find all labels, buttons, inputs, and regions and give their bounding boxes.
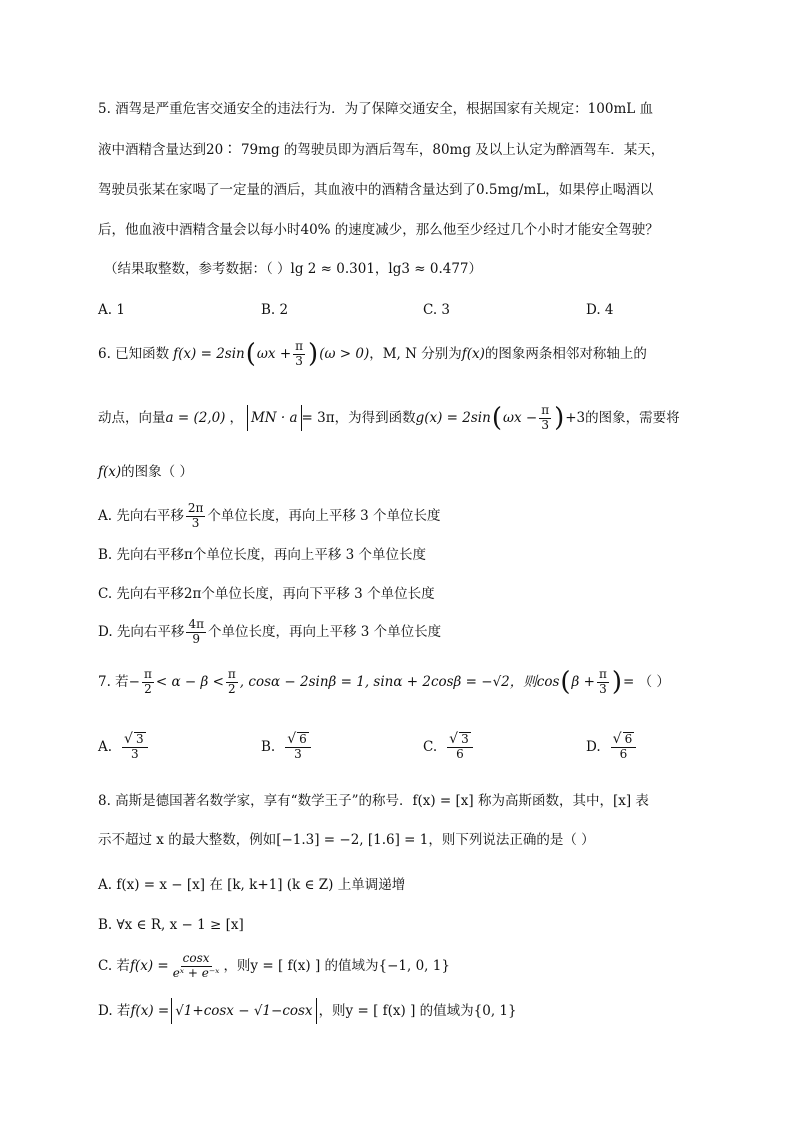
q6-option-a[interactable]: A. 先向右平移 $\frac{2\pi}{3}$ 个单位长度，再向上平移 3 个单位长度 [98,501,441,530]
q6-l2b: ，为得到函数 [334,410,416,427]
q6-lead: 6. 已知函数 [98,346,170,363]
q8-option-b[interactable]: B. ∀x ∈ R, x − 1 ≥ [x] [98,917,244,933]
q6-mid: ，M, N 分别为 [369,346,462,363]
q6-l2c: 的图象，需要将 [585,410,680,427]
q6-dot-product: MN · a [247,405,302,431]
q8-option-c[interactable]: C. 若 f(x) = $\frac{\cos x}{\text{eˣ + e⁻ˣ}}$ ，则y = [ f(x) ] 的值域为{−1, 0, 1} [98,951,450,980]
q5-option-c[interactable]: C. 3 [423,302,451,318]
q5-options [98,302,718,332]
q6-paren-open: ( [245,339,256,370]
q6-eq-3pi: = 3π [301,410,335,427]
q6-plus3: +3 [565,410,586,427]
q6-option-b[interactable]: B. 先向右平移π个单位长度，再向上平移 3 个单位长度 [98,547,427,563]
q8-option-d[interactable]: D. 若 f(x) = √1+cosx − √1−cosx ，则y = [ f(x) ] 的值域为{0, 1} [98,998,734,1024]
q6-line-3 [98,464,734,480]
q8-line-1: 8. 高斯是德国著名数学家，享有“数学王子”的称号．f(x) = [x] 称为高斯函数，其中，[x] 表 [98,793,649,809]
q6-arg: ωx + [256,346,292,363]
q5-option-b[interactable]: B. 2 [261,302,289,318]
q5-line-2: 液中酒精含量达到20∶ 79mg 的驾驶员即为酒后驾车，80mg 及以上认定为醉酒驾车．某天， [98,142,665,158]
q6-arg-g: ωx − [502,410,538,427]
q8-option-a[interactable]: A. f(x) = x − [x] 在 [k, k+1] (k ∈ Z) 上单调递增 [98,877,406,893]
q6-gx: g(x) = 2sin [415,410,491,427]
q7-pi-over-2-b: $\frac{\pi}{2}$ [227,667,236,696]
q6-func-f: f(x) = 2sin [173,346,245,363]
q6-line-1 [98,340,734,369]
q5-option-d[interactable]: D. 4 [586,302,614,318]
q6-option-d[interactable]: D. 先向右平移 $\frac{4\pi}{9}$ 个单位长度，再向上平移 3 个单位长度 [98,617,442,646]
q6-vector-a: a = (2,0) [165,410,226,427]
q6-frac-4pi-9: $\frac{4\pi}{9}$ [188,617,204,646]
q7-pi-over-2-a: $\frac{\pi}{2}$ [143,667,152,696]
q7-option-c[interactable]: C. √ 3 6 [423,732,475,762]
q6-tail: 的图象两条相邻对称轴上的 [484,346,647,363]
q7-line-1: 7. 若− $\frac{\pi}{2}$ < α − β < $\frac{\pi}{2}$ , cosα − 2sinβ = 1, sinα + 2cosβ = −√2，则cos ( β + $\frac{\pi}{3}$ ) = （ ） [98,667,670,698]
q5-option-a[interactable]: A. 1 [98,302,125,318]
q6-line-2: 动点，向量 a = (2,0) ， MN · a = 3π ，为得到函数 g(x) = 2sin ( ωx − $\frac{\pi}{3}$ ) +3 的图象，需要将 [98,403,680,434]
q5-line-5: （结果取整数，参考数据：（ ）lg 2 ≈ 0.301，lg3 ≈ 0.477） [104,261,483,277]
q6-frac-2pi-3: $\frac{2\pi}{3}$ [187,501,204,530]
q7-options [98,732,718,772]
q7-option-d[interactable]: D. √ 6 6 [586,732,638,762]
q6-l3a: 的图象（ ） [121,464,193,480]
q6-paren-close: ) [308,339,319,370]
q7-option-b[interactable]: B. √ 6 3 [261,732,313,762]
q8-d-abs: √1+cosx − √1−cosx [171,998,316,1024]
q6-pi-over-3: $\frac{\pi}{3}$ [295,339,304,368]
q6-fx-2: f(x) [98,464,122,480]
q8-c-fraction: $\frac{\cos x}{\text{eˣ + e⁻ˣ}}$ [172,951,220,980]
q7-option-a[interactable]: A. √ 3 3 [98,732,150,762]
q6-fx: f(x) [461,346,485,363]
q8-line-2: 示不超过 x 的最大整数，例如[−1.3] = −2, [1.6] = 1，则下列说法正确的是（ ） [98,832,595,848]
q5-line-3: 驾驶员张某在家喝了一定量的酒后，其血液中的酒精含量达到了0.5mg/mL，如果停止喝酒以 [98,182,654,198]
q5-line-4: 后，他血液中酒精含量会以每小时40% 的速度减少，那么他至少经过几个小时才能安全驾驶？ [98,222,659,238]
q6-l2a: 动点，向量 [98,410,166,427]
q6-option-c[interactable]: C. 先向右平移2π个单位长度，再向下平移 3 个单位长度 [98,586,435,602]
q6-g-pi-over-3: $\frac{\pi}{3}$ [541,403,550,432]
q6-condition: (ω > 0) [319,346,370,363]
q5-line-1: 5. 酒驾是严重危害交通安全的违法行为．为了保障交通安全，根据国家有关规定：100mL 血 [98,101,653,117]
q7-pi-over-3: $\frac{\pi}{3}$ [598,667,607,696]
